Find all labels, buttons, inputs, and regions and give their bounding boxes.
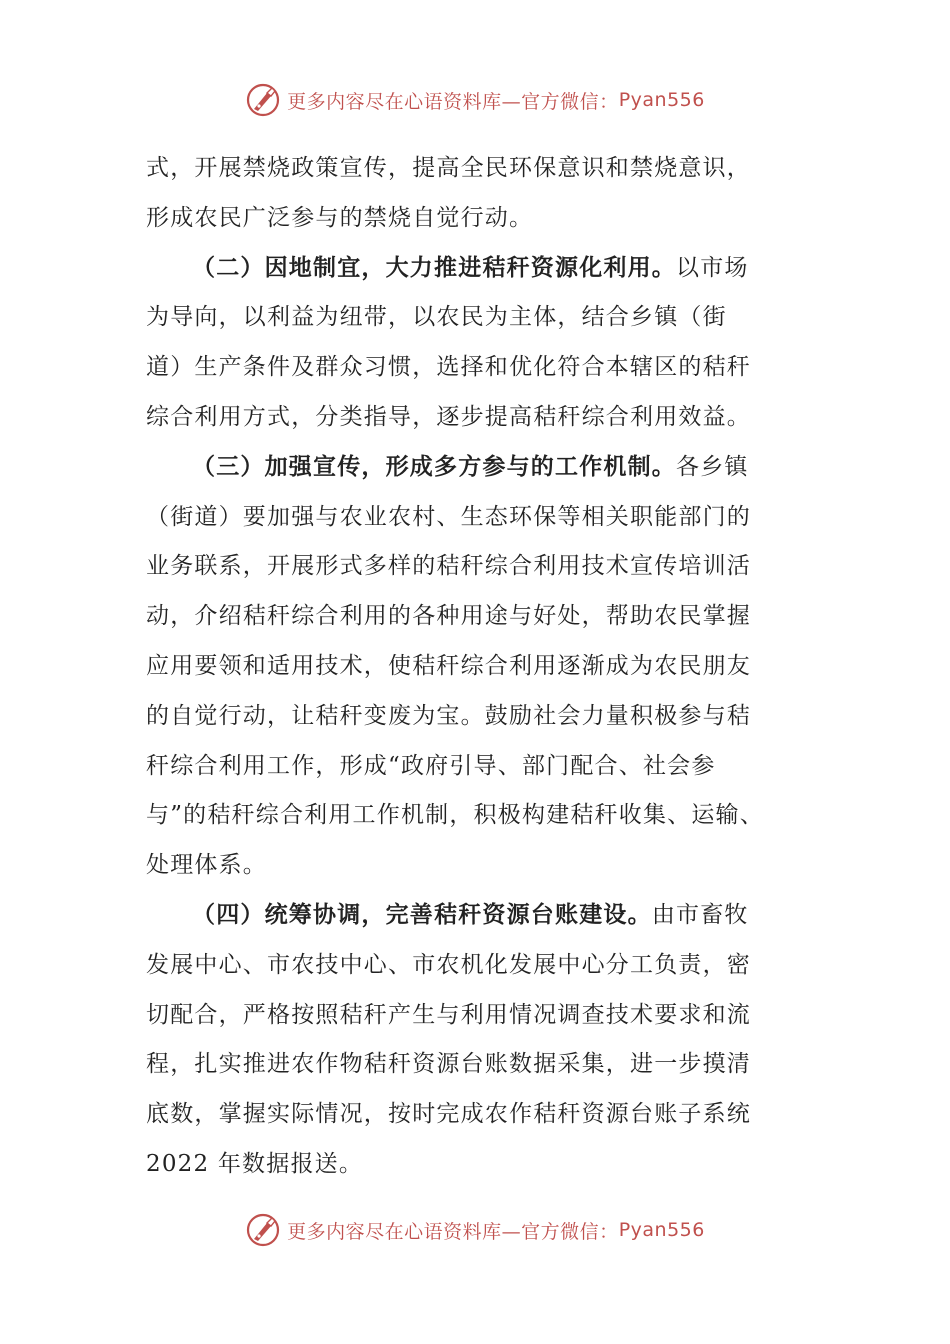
section-heading-line: （二）因地制宜，大力推进秸秆资源化利用。以市场: [192, 254, 749, 281]
text-line: 道）生产条件及群众习惯，选择和优化符合本辖区的秸秆: [146, 354, 751, 381]
text-line: 底数，掌握实际情况，按时完成农作秸秆资源台账子系统: [146, 1101, 751, 1128]
watermark-id: Pyan556: [618, 1219, 705, 1241]
pen-logo-icon: [245, 1212, 281, 1248]
document-body: [146, 144, 806, 1190]
watermark-text: 更多内容尽在心语资料库—: [287, 90, 522, 113]
text-line: 秆综合利用工作，形成“政府引导、部门配合、社会参: [146, 752, 716, 779]
watermark-footer: [0, 1208, 950, 1252]
watermark-id: Pyan556: [618, 89, 705, 111]
watermark-header: [0, 78, 950, 122]
text-line: 程，扎实推进农作物秸秆资源台账数据采集，进一步摸清: [146, 1051, 751, 1078]
text-line: 发展中心、市农技中心、市农机化发展中心分工负责，密: [146, 951, 751, 978]
text-line: 业务联系，开展形式多样的秸秆综合利用技术宣传培训活: [146, 553, 751, 580]
section-heading: （三）加强宣传，形成多方参与的工作机制。: [192, 453, 676, 480]
text-line: 应用要领和适用技术，使秸秆综合利用逐渐成为农民朋友: [146, 652, 751, 679]
text-line: 为导向，以利益为纽带，以农民为主体，结合乡镇（街: [146, 304, 727, 331]
section-heading-line: （四）统筹协调，完善秸秆资源台账建设。由市畜牧: [192, 901, 749, 928]
section-heading: （四）统筹协调，完善秸秆资源台账建设。: [192, 901, 652, 928]
pen-logo-icon: [245, 82, 281, 118]
text-line: 2022 年数据报送。: [146, 1150, 364, 1177]
watermark-label: 官方微信：: [521, 90, 619, 113]
text-line: 的自觉行动，让秸秆变废为宝。鼓励社会力量积极参与秸: [146, 702, 751, 729]
text-line: 动，介绍秸秆综合利用的各种用途与好处，帮助农民掌握: [146, 603, 751, 630]
text-line: 处理体系。: [146, 852, 267, 879]
text-line: 综合利用方式，分类指导，逐步提高秸秆综合利用效益。: [146, 403, 751, 430]
watermark-label: 官方微信：: [521, 1220, 619, 1243]
text-line: 切配合，严格按照秸秆产生与利用情况调查技术要求和流: [146, 1001, 751, 1028]
text-line: 与”的秸秆综合利用工作机制，积极构建秸秆收集、运输、: [146, 802, 764, 829]
text-line: 形成农民广泛参与的禁烧自觉行动。: [146, 204, 534, 231]
section-heading-line: （三）加强宣传，形成多方参与的工作机制。各乡镇: [192, 453, 749, 480]
text-line: 式，开展禁烧政策宣传，提高全民环保意识和禁烧意识，: [146, 155, 751, 181]
text-line: （街道）要加强与农业农村、生态环保等相关职能部门的: [146, 503, 751, 530]
watermark-text: 更多内容尽在心语资料库—: [287, 1220, 522, 1243]
section-heading: （二）因地制宜，大力推进秸秆资源化利用。: [192, 254, 676, 281]
